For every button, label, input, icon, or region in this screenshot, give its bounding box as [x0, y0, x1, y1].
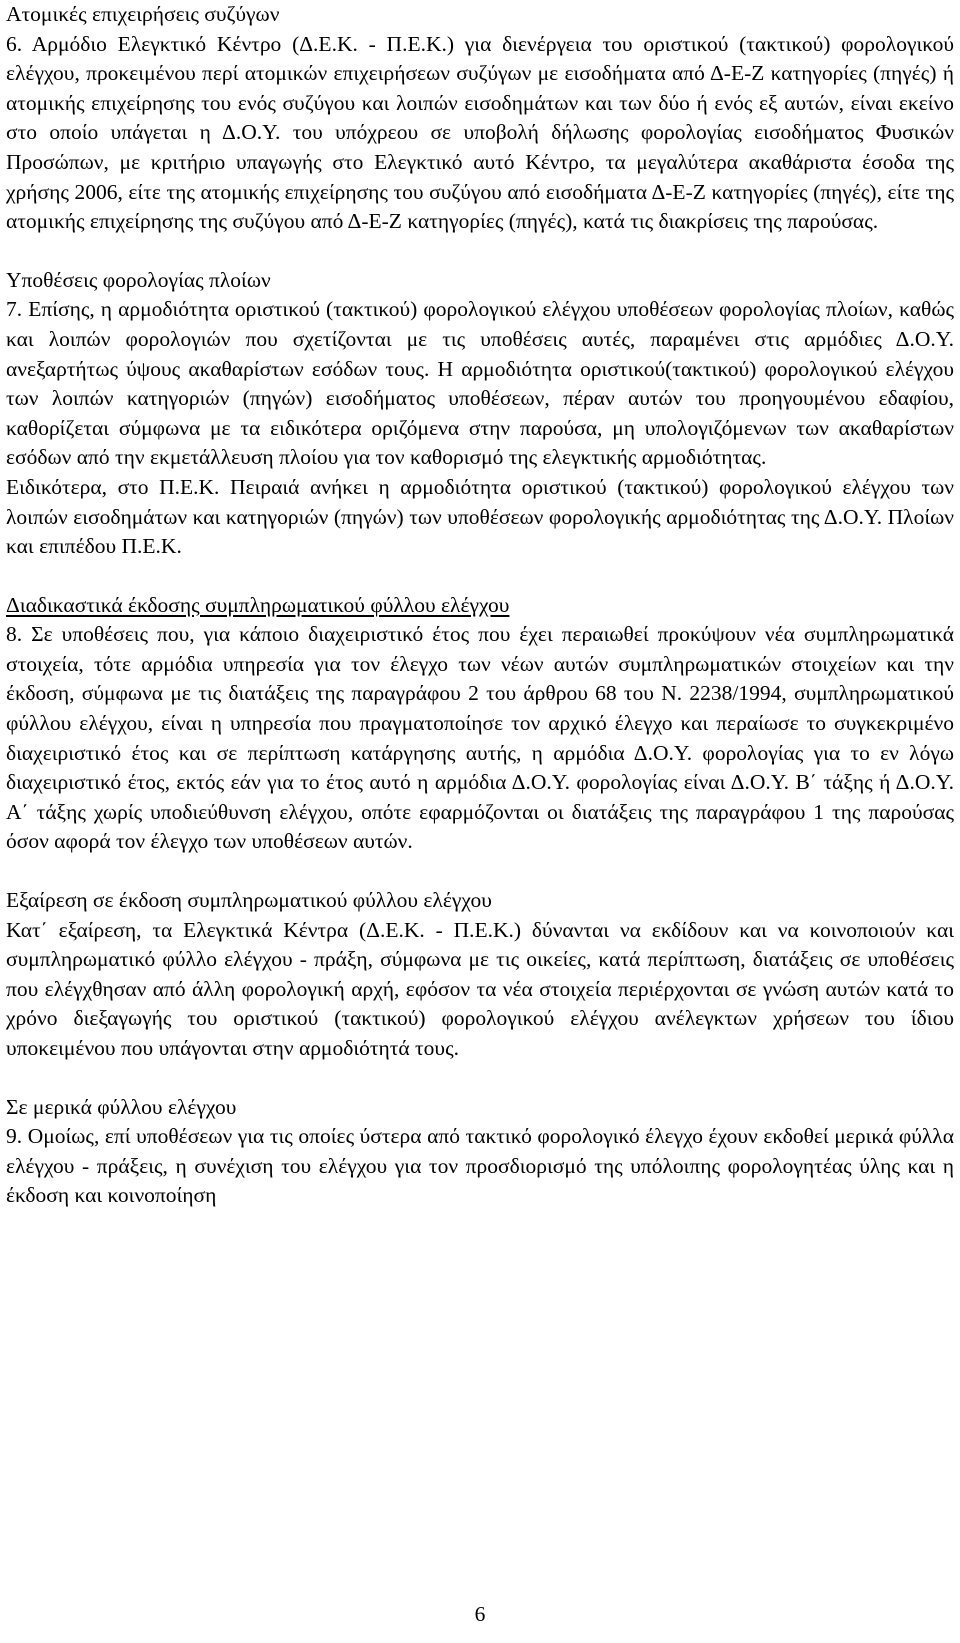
section-title-procedural: Διαδικαστικά έκδοσης συμπληρωματικού φύλλου ελέγχου: [6, 592, 510, 617]
section-spouse-businesses: [6, 0, 954, 237]
section-ship-taxation: [6, 266, 954, 562]
section-gap: [6, 1064, 954, 1093]
document-page: [6, 0, 954, 1211]
page-number: 6: [474, 1602, 486, 1626]
section-gap: [6, 237, 954, 266]
section-gap: [6, 562, 954, 591]
section-partial-sheets: [6, 1093, 954, 1211]
paragraph-7: 7. Επίσης, η αρμοδιότητα οριστικού (τακτικού) φορολογικού ελέγχου υποθέσεων φορολογίας πλοίων, καθώς και λοιπών φορολογιών που σχετίζονται με τις υποθέσεις αυτές, παραμένει στις αρμόδιες Δ.Ο.Υ. ανεξαρτήτως ύψους ακαθαρίστων εσόδων τους. Η αρμοδιότητα οριστικού(τακτικού) φορολογικού ελέγχου των λοιπών κατηγοριών (πηγών) εισοδήματος υποθέσεων, πέραν αυτών του προηγουμένου εδαφίου, καθορίζεται σύμφωνα με τα ειδικότερα οριζόμενα στην παρούσα, μη υπολογιζόμενων των ακαθαρίστων εσόδων από την εκμετάλλευση πλοίου για τον καθορισμό της ελεγκτικής αρμοδιότητας.: [6, 297, 954, 470]
section-title-exception: Εξαίρεση σε έκδοση συμπληρωματικού φύλλου ελέγχου: [6, 888, 492, 913]
section-procedural: [6, 591, 954, 857]
section-exception: [6, 886, 954, 1064]
paragraph-exception: Κατ΄ εξαίρεση, τα Ελεγκτικά Κέντρα (Δ.Ε.Κ. - Π.Ε.Κ.) δύνανται να εκδίδουν και να κοινοποιούν και συμπληρωματικό φύλλο ελέγχου - πράξη, σύμφωνα με τις οικείες, κατά περίπτωση, διατάξεις σε υποθέσεις που ελέγχθησαν από άλλη φορολογική αρχή, εφόσον τα νέα στοιχεία περιέρχονται σε γνώση αυτών κατά το χρόνο διεξαγωγής του οριστικού (τακτικού) φορολογικού ελέγχου ανέλεγκτων χρήσεων του ίδιου υποκειμένου που υπάγονται στην αρμοδιότητά τους.: [6, 917, 954, 1060]
paragraph-9: 9. Ομοίως, επί υποθέσεων για τις οποίες ύστερα από τακτικό φορολογικό έλεγχο έχουν εκδοθεί μερικά φύλλα ελέγχου - πράξεις, η συνέχιση του ελέγχου για τον προσδιορισμό της υπόλοιπης φορολογητέας ύλης και η έκδοση και κοινοποίηση: [6, 1124, 954, 1208]
section-title-partial-sheets: Σε μερικά φύλλου ελέγχου: [6, 1094, 237, 1119]
paragraph-6: 6. Αρμόδιο Ελεγκτικό Κέντρο (Δ.Ε.Κ. - Π.Ε.Κ.) για διενέργεια του οριστικού (τακτικού) φορολογικού ελέγχου, προκειμένου περί ατομικών επιχειρήσεων συζύγων με εισοδήματα από Δ-Ε-Ζ κατηγορίες (πηγές) ή ατομικής επιχείρησης του ενός συζύγου και λοιπών εισοδημάτων και των δύο ή ενός εξ αυτών, είναι εκείνο στο οποίο υπάγεται η Δ.Ο.Υ. του υπόχρεου σε υποβολή δήλωσης φορολογίας εισοδήματος Φυσικών Προσώπων, με κριτήριο υπαγωγής στο Ελεγκτικό αυτό Κέντρο, τα μεγαλύτερα ακαθάριστα έσοδα της χρήσης 2006, είτε της ατομικής επιχείρησης του συζύγου από εισοδήματα Δ-Ε-Ζ κατηγορίες (πηγές), είτε της ατομικής επιχείρησης της συζύγου από Δ-Ε-Ζ κατηγορίες (πηγές), κατά τις διακρίσεις της παρούσας.: [6, 31, 954, 234]
paragraph-8: 8. Σε υποθέσεις που, για κάποιο διαχειριστικό έτος που έχει περαιωθεί προκύψουν νέα συμπληρωματικά στοιχεία, τότε αρμόδια υπηρεσία για τον έλεγχο των νέων αυτών συμπληρωματικών στοιχείων και την έκδοση, σύμφωνα με τις διατάξεις της παραγράφου 2 του άρθρου 68 του Ν. 2238/1994, συμπληρωματικού φύλλου ελέγχου, είναι η υπηρεσία που πραγματοποίησε τον αρχικό έλεγχο και περαίωσε το συγκεκριμένο διαχειριστικό έτος και σε περίπτωση κατάργησης αυτής, η αρμόδια Δ.Ο.Υ. φορολογίας για το εν λόγω διαχειριστικό έτος, εκτός εάν για το έτος αυτό η αρμόδια Δ.Ο.Υ. φορολογίας είναι Δ.Ο.Υ. Β΄ τάξης ή Δ.Ο.Υ. Α΄ τάξης χωρίς υποδιεύθυνση ελέγχου, οπότε εφαρμόζονται οι διατάξεις της παραγράφου 1 της παρούσας όσον αφορά τον έλεγχο των υποθέσεων αυτών.: [6, 622, 954, 854]
paragraph-7-piraeus: Ειδικότερα, στο Π.Ε.Κ. Πειραιά ανήκει η αρμοδιότητα οριστικού (τακτικού) φορολογικού ελέγχου των λοιπών εισοδημάτων και κατηγοριών (πηγών) των υποθέσεων φορολογικής αρμοδιότητας της Δ.Ο.Υ. Πλοίων και επιπέδου Π.Ε.Κ.: [6, 474, 954, 559]
section-title-ship-taxation: Υποθέσεις φορολογίας πλοίων: [6, 267, 271, 292]
section-title-spouse-businesses: Ατομικές επιχειρήσεις συζύγων: [6, 2, 280, 26]
section-gap: [6, 857, 954, 886]
